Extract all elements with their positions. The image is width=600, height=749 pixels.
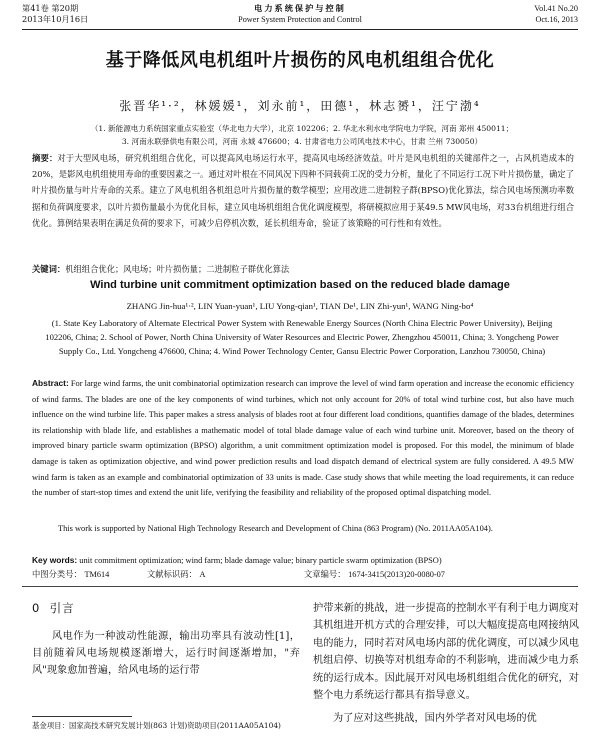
- header-date-en: Oct.16, 2013: [535, 15, 578, 24]
- funding-footnote: 基金项目：国家高技术研究发展计划(863 计划)资助项目(2011AA05A104): [32, 721, 281, 730]
- article-no-label: 文章编号：: [304, 569, 346, 579]
- clc-label: 中图分类号：: [32, 569, 82, 579]
- abstract-cn-label: 摘要：: [32, 153, 58, 163]
- abstract-en-label: Abstract:: [32, 378, 69, 388]
- section-number: 0: [32, 601, 41, 615]
- keywords-cn-text: 机组组合优化；风电场；叶片损伤量；二进制粒子群优化算法: [65, 264, 290, 274]
- clc-field: [32, 567, 109, 582]
- keywords-cn-label: 关键词：: [32, 264, 66, 274]
- keywords-en-text: unit commitment optimization; wind farm; blade damage value; binary particle swarm optimization (BPSO): [79, 556, 442, 565]
- header-journal-cn: 电力系统保护与控制: [254, 3, 346, 13]
- section-title: 引言: [49, 601, 75, 615]
- body-column-left: [32, 600, 300, 680]
- footnote-rule: [32, 716, 132, 717]
- clc-value: TM614: [84, 570, 110, 579]
- doc-code-value: A: [199, 570, 206, 579]
- funding-statement-en: This work is supported by National High Technology Research and Development of China (863 Program) (No. 2011AA05A104).: [58, 524, 493, 533]
- doc-code-label: 文献标识码：: [147, 569, 197, 579]
- authors-en: ZHANG Jin-hua¹·², LIN Yuan-yuan¹, LIU Yong-qian¹, TIAN De¹, LIN Zhi-yun¹, WANG Ning-bo⁴: [126, 301, 474, 311]
- affiliations-en: (1. State Key Laboratory of Alternate Electrical Power System with Renewable Energy Sources (North China Electric Power University), Beijing 102206, China; 2. School of Power, North China University of Water Resources and Electric Power, Zhengzhou 450011, China; 3. Yongcheng Power Supply Co., Ltd. Yongcheng 476600, China; 4. Wind Power Technology Center, Gansu Electric Power Corporation, Lanzhou 730050, China): [45, 318, 559, 356]
- paper-title-en: Wind turbine unit commitment optimization based on the reduced blade damage: [90, 279, 510, 291]
- authors-cn: 张晋华¹·²，林媛媛¹，刘永前¹，田德¹，林志赟¹，汪宁渤⁴: [119, 99, 481, 113]
- intro-paragraph-right-2: 为了应对这些挑战，国内外学者对风电场的优: [333, 713, 537, 725]
- intro-paragraph-right: 护带来新的挑战，进一步提高的控制水平有利于电力调度对其机组进开机方式的合理安排，可以大幅度提高电网接纳风电的能力，同时若对风电场内部的优化调度，可以减少风电机组启停、切换等对机组寿命的不利影响，进而减少电力系统的运行成本。因此展开对风电场机组组合优化的研究，对整个电力系统运行都具有指导意义。: [313, 603, 579, 702]
- affiliation-line: 3. 河南永联驿供电有限公司，河南 永城 476600；4. 甘肃省电力公司风电技术中心，甘肃 兰州 730050）: [121, 137, 483, 146]
- header-volume-en: Vol.41 No.20: [534, 4, 578, 13]
- header-center: [22, 3, 578, 25]
- abstract-cn: [32, 150, 574, 231]
- affiliations-cn: [44, 122, 560, 148]
- section-heading: [32, 600, 300, 616]
- article-no-field: [304, 567, 445, 582]
- abstract-cn-text: 对于大型风电场，研究机组组合优化，可以提高风电场运行水平，提高风电场经济效益。叶片是风电机组的关键部件之一，占风机造成本的20%，是影风电机组使用寿命的重要因素之一。通过对叶根在不同风况下四种不同载荷工况的受力分析，量化了不同运行工况下叶片损伤量，确定了叶片损伤量与叶片寿命的关系。建立了风电机组各机组总叶片损伤量的数学模型；应用改进二进制粒子群(BPSO)优化算法，综合风电场预测功率数据和负荷调度要求，以叶片损伤量最小为优化目标，建立风电场机组组合优化调度模型，将研模拟应用于某49.5 MW风电场，对33台机组进行组合优化。算例结果表明在满足负荷的要求下，可减少启停机次数，延长机组寿命，验证了该策略的可行性和有效性。: [32, 153, 574, 228]
- body-column-right: [313, 600, 579, 728]
- doc-code-field: [147, 567, 205, 582]
- keywords-en-label: Key words:: [32, 555, 78, 565]
- header-journal-en: Power System Protection and Control: [238, 15, 362, 24]
- header-volume-cn: 第41卷 第20期: [22, 3, 79, 13]
- abstract-en-text: For large wind farms, the unit combinatorial optimization research can improve the level of wind farm operation and increase the economic efficiency of wind farms. The blades are one of the key components of wind turbines, which not only account for 20% of total wind turbine cost, but also have much influence on the wind turbine life. This paper makes a stress analysis of blades root at four different load conditions, quantifies damage of the blades, determines its relationship with blade life, and establishes a mathematic model of total blade damage value of each wind turbine unit. Moreover, based on the theory of improved binary particle swarm optimization (BPSO) algorithm, a unit commitment optimization model is proposed. For this model, the minimum of blade damage is taken as optimization objective, and wind power prediction results and load dispatch demand of electrical system are fully considered. A 49.5 MW wind farm is taken as an example and combinatorial optimization of 33 units is made. Case study shows that while meeting the load requirements, it can reduce the number of start-stop times and extend the unit life, verifying the feasibility and reliability of the proposed optimal dispatching model.: [32, 379, 575, 498]
- keywords-en: [32, 553, 574, 568]
- keywords-cn: [32, 262, 574, 276]
- header-right: [534, 3, 578, 25]
- running-header: [22, 3, 578, 30]
- abstract-en: [32, 376, 574, 501]
- article-no-value: 1674-3415(2013)20-0080-07: [348, 570, 445, 579]
- section-divider: [22, 586, 578, 587]
- affiliation-line: （1. 新能源电力系统国家重点实验室（华北电力大学），北京 102206；2. 华北水利水电学院电力学院，河南 郑州 450011；: [90, 124, 514, 133]
- paper-title-cn: 基于降低风电机组叶片损伤的风电机组组合优化: [105, 50, 495, 71]
- intro-paragraph-left: 风电作为一种波动性能源，输出功率具有波动性[1]，目前随着风电场规模逐渐增大，运行时间逐渐增加，"弃风"现象愈加普遍，给风电场的运行带: [32, 631, 300, 677]
- header-date-cn: 2013年10月16日: [22, 14, 89, 24]
